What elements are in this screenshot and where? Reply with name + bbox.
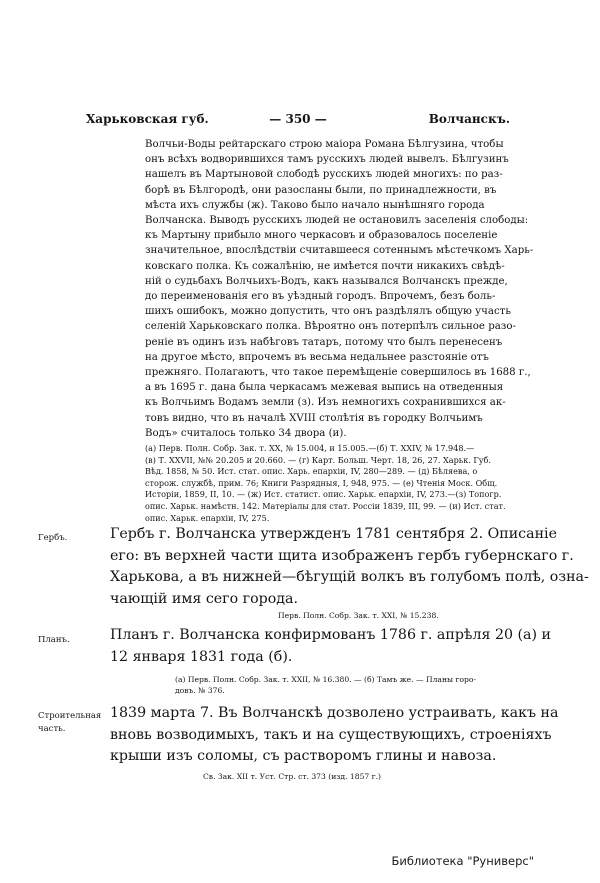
label-line: Строительная bbox=[38, 711, 102, 721]
section-line: вновь возводимыхъ, такъ и на существующихъ, строеніяхъ bbox=[110, 726, 552, 743]
section-line: крыши изъ соломы, съ растворомъ глины и навоза. bbox=[110, 748, 497, 764]
text-line: мѣста ихъ службы (ж). Таково было начало нынѣшняго города bbox=[145, 199, 485, 211]
footnote-line: Вѣд. 1858, № 50. Ист. стат. опис. Харь. епархіи, IV, 280—289. — (д) Бѣляева, о bbox=[145, 466, 478, 477]
source-line: довъ. № 376. bbox=[175, 686, 225, 695]
text-line: къ Волчьимъ Водамъ земли (з). Изъ немногихъ сохранившихся ак- bbox=[145, 397, 506, 409]
coat-of-arms-source: Перв. Полн. Собр. Зак. т. XXI, № 15.238. bbox=[278, 611, 439, 620]
text-line: онъ всѣхъ водворившихся тамъ русскихъ людей вывелъ. Бѣлгузинъ bbox=[145, 154, 509, 166]
text-line: Водъ» считалось только 34 двора (и). bbox=[145, 427, 347, 439]
text-line: къ Мартыну прибыло много черкасовъ и образовалось поселеніе bbox=[145, 230, 498, 242]
margin-label-plan: Планъ. bbox=[38, 635, 70, 645]
section-line: его: въ верхней части щита изображенъ гербъ губернскаго г. bbox=[110, 547, 574, 564]
section-line: Харькова, а въ нижней—бѣгущій волкъ въ голубомъ полѣ, озна- bbox=[110, 569, 589, 585]
footnote-line: опис. Харьк. епархіи, IV, 275. bbox=[145, 512, 270, 523]
text-line: а въ 1695 г. дана была черкасамъ межевая выпись на отведенныя bbox=[145, 382, 504, 394]
text-line: на другое мѣсто, впрочемъ въ весьма недальнее разстояніе отъ bbox=[145, 351, 489, 363]
text-line: значительное, впослѣдствіи считавшееся сотеннымъ мѣстечкомъ Харь- bbox=[145, 245, 534, 257]
plan-sources bbox=[175, 674, 476, 696]
text-line: товъ видно, что въ началѣ XVIII столѣтія въ городку Волчьимъ bbox=[145, 412, 483, 424]
footnote-line: сторож. службѣ, прим. 76; Книги Разрядныя, I, 948, 975. — (е) Чтенія Моск. Общ. bbox=[145, 477, 498, 488]
text-line: реніе въ одинъ изъ набѣговъ татаръ, потому что былъ перенесенъ bbox=[145, 336, 503, 348]
text-line: нашелъ въ Мартыновой слободѣ русскихъ людей многихъ: по раз- bbox=[145, 169, 503, 181]
header-town: Волчанскъ. bbox=[428, 112, 510, 126]
label-line: часть. bbox=[38, 724, 66, 734]
footnote-line: (в) Т. XXVII, №№ 20.205 и 20.660. — (г) Карт. Больш. Черт. 18, 26, 27. Харьк. Губ. bbox=[145, 454, 491, 465]
text-line: ковскаго полка. Къ сожалѣнію, не имѣется почти никакихъ свѣдѣ- bbox=[145, 260, 505, 272]
section-line: Планъ г. Волчанска конфирмованъ 1786 г. апрѣля 20 (а) и bbox=[110, 627, 552, 643]
text-line: шихъ ошибокъ, можно допустить, что онъ раздѣлялъ общую участь bbox=[145, 306, 511, 318]
text-line: до переименованія его въ уѣздный городъ. Впрочемъ, безъ боль- bbox=[145, 291, 496, 303]
header-province: Харьковская губ. bbox=[86, 112, 209, 126]
text-line: Волчанска. Выводъ русскихъ людей не остановилъ заселенія слободы: bbox=[145, 215, 529, 227]
section-line: 12 января 1831 года (б). bbox=[110, 648, 293, 665]
margin-label-coat-of-arms: Гербъ. bbox=[38, 533, 68, 543]
text-line: Волчьи-Воды рейтарскаго строю маіора Романа Бѣлгузина, чтобы bbox=[145, 139, 504, 150]
text-line: селеній Харьковскаго полка. Вѣроятно онъ потерпѣлъ сильное разо- bbox=[145, 321, 516, 333]
margin-label-construction bbox=[38, 710, 101, 736]
section-line: 1839 марта 7. Въ Волчанскѣ дозволено устраивать, какъ на bbox=[110, 705, 559, 721]
history-paragraph bbox=[145, 137, 534, 441]
construction-section bbox=[110, 703, 559, 768]
page-header bbox=[86, 112, 510, 132]
plan-section bbox=[110, 625, 552, 668]
coat-of-arms-section bbox=[110, 524, 589, 610]
source-line: (а) Перв. Полн. Собр. Зак. т. XXII, № 16.380. — (б) Тамъ же. — Планы горо- bbox=[175, 675, 477, 684]
footnote-line: Исторіи, 1859, II, 10. — (ж) Ист. статист. опис. Харьк. епархіи, IV, 273.—(з) Топогр. bbox=[145, 489, 502, 500]
text-line: ній о судьбахъ Волчьихъ-Водъ, какъ назывался Волчанскъ прежде, bbox=[145, 275, 508, 287]
section-line: Гербъ г. Волчанска утвержденъ 1781 сентября 2. Описаніе bbox=[110, 526, 557, 542]
text-line: прежняго. Полагаютъ, что такое перемѣщеніе совершилось въ 1688 г., bbox=[145, 367, 531, 379]
footnote-line: опис. Харьк. намѣстн. 142. Матеріалы для стат. Россіи 1839, III, 99. — (и) Ист. стат. bbox=[145, 500, 506, 511]
construction-source: Св. Зак. XII т. Уст. Стр. ст. 373 (изд. 1857 г.) bbox=[203, 772, 382, 781]
text-line: борѣ въ Бѣлгородѣ, они разосланы были, по принадлежности, въ bbox=[145, 184, 497, 196]
footnote-line: (а) Перв. Полн. Собр. Зак. т. XX, № 15.004, и 15.005.—(б) Т. XXIV, № 17.948.— bbox=[145, 443, 475, 453]
page-number: — 350 — bbox=[269, 112, 327, 126]
section-line: чающій имя сего города. bbox=[110, 590, 298, 607]
library-watermark: Библиотека "Руниверс" bbox=[391, 854, 534, 868]
history-footnotes bbox=[145, 443, 505, 524]
